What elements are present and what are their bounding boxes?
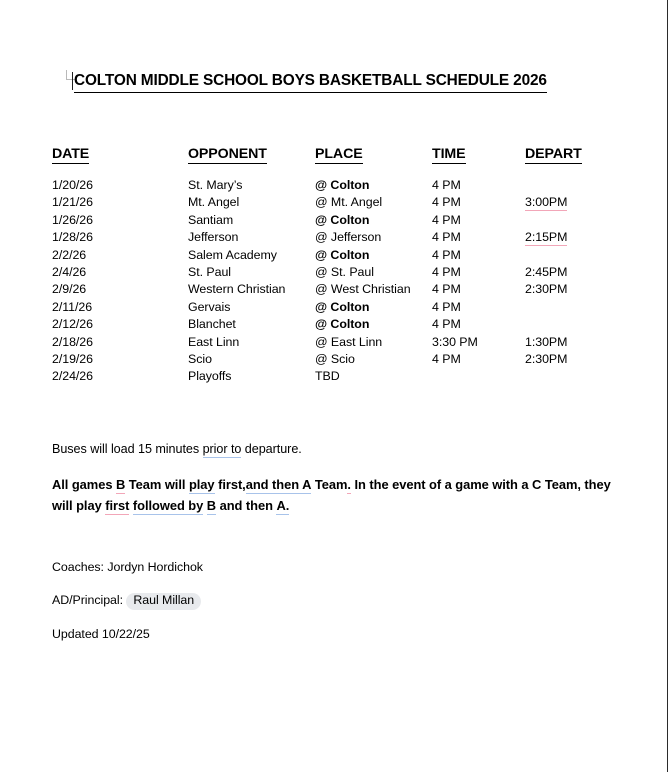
- schedule-table-body: [52, 177, 617, 386]
- note-buses-part2: departure.: [241, 442, 302, 456]
- cell-date: 2/2/26: [52, 247, 87, 262]
- note-buses: [52, 441, 302, 458]
- cell-date: 2/4/26: [52, 265, 87, 280]
- schedule-table: [52, 146, 617, 386]
- cell-depart: 2:45PM: [525, 265, 568, 280]
- table-row: [52, 212, 617, 229]
- spell-flag-period: .: [347, 477, 351, 492]
- footer-block: [52, 559, 203, 643]
- schedule-table-header: [52, 146, 617, 177]
- footer-ad-label: AD/Principal:: [52, 593, 123, 607]
- cell-opponent: Salem Academy: [188, 247, 277, 262]
- cell-place: @ Colton: [315, 299, 370, 314]
- cell-place: @ Jefferson: [315, 230, 382, 245]
- cell-place: @ Colton: [315, 317, 370, 332]
- cell-time: 4 PM: [432, 247, 461, 262]
- cell-opponent: Western Christian: [188, 282, 286, 297]
- cell-place: @ Scio: [315, 352, 355, 367]
- cell-place: @ Colton: [315, 247, 370, 262]
- cell-time: 4 PM: [432, 195, 461, 210]
- cell-place: @ West Christian: [315, 282, 411, 297]
- cell-time: 4 PM: [432, 282, 461, 297]
- cell-place: @ Colton: [315, 178, 370, 192]
- cell-place: @ East Linn: [315, 334, 383, 349]
- cell-date: 1/26/26: [52, 212, 93, 227]
- cell-place: TBD: [315, 369, 340, 384]
- note-teams-t5: In the event of a game with a C Team, they will play: [52, 477, 611, 513]
- cell-opponent: East Linn: [188, 334, 240, 349]
- cell-date: 2/24/26: [52, 369, 93, 384]
- cell-opponent: Santiam: [188, 212, 234, 227]
- column-header-opponent: OPPONENT: [188, 146, 315, 177]
- cell-depart: 1:30PM: [525, 334, 568, 349]
- cell-opponent: Blanchet: [188, 317, 236, 332]
- footer-coaches: Coaches: Jordyn Hordichok: [52, 560, 203, 574]
- spell-flag-depart-time: 3:00PM: [525, 195, 568, 210]
- cell-depart: [525, 247, 617, 264]
- cell-depart: [525, 212, 617, 229]
- grammar-flag-and-then-a: and then A: [245, 477, 312, 492]
- grammar-flag-play: play: [188, 477, 215, 492]
- table-row: [52, 368, 617, 385]
- cell-depart: [525, 299, 617, 316]
- cell-depart: [525, 177, 617, 194]
- cell-time: [432, 368, 525, 385]
- note-teams-t3: first,: [214, 477, 246, 492]
- smart-chip-raul-millan[interactable]: Raul Millan: [126, 593, 201, 610]
- note-teams-t4: Team: [311, 477, 348, 492]
- column-header-place: PLACE: [315, 146, 432, 177]
- table-row: [52, 316, 617, 333]
- page-title: COLTON MIDDLE SCHOOL BOYS BASKETBALL SCHEDULE 2026: [74, 71, 547, 93]
- cell-time: 4 PM: [432, 352, 461, 367]
- cell-opponent: Scio: [188, 352, 212, 367]
- cell-place: @ Colton: [315, 212, 370, 227]
- cell-date: 2/18/26: [52, 334, 93, 349]
- note-teams-t8: and then: [216, 498, 277, 513]
- cell-depart: [525, 368, 617, 385]
- column-header-depart: DEPART: [525, 146, 617, 177]
- grammar-flag-a2: A.: [276, 498, 290, 513]
- spell-flag-b: B: [115, 477, 126, 492]
- cell-place: @ St. Paul: [315, 265, 374, 280]
- cell-opponent: Playoffs: [188, 369, 232, 384]
- table-row: [52, 177, 617, 194]
- grammar-flag-b2: B: [206, 498, 217, 513]
- cell-opponent: Gervais: [188, 299, 231, 314]
- page-edge-divider: [667, 0, 668, 772]
- cell-date: 2/11/26: [52, 299, 93, 314]
- table-row: [52, 229, 617, 246]
- cell-time: 4 PM: [432, 212, 461, 227]
- cell-time: 4 PM: [432, 265, 461, 280]
- column-header-time: TIME: [432, 146, 525, 177]
- cell-date: 1/20/26: [52, 178, 93, 192]
- note-team-order: [52, 474, 625, 516]
- cell-depart: [525, 194, 617, 211]
- cell-depart: 2:30PM: [525, 282, 568, 297]
- cell-time: 4 PM: [432, 178, 461, 192]
- title-block: [74, 71, 614, 93]
- cell-date: 2/9/26: [52, 282, 87, 297]
- cell-time: 4 PM: [432, 299, 461, 314]
- cell-opponent: St. Mary’s: [188, 178, 243, 192]
- cell-time: 4 PM: [432, 230, 461, 245]
- table-row: [52, 247, 617, 264]
- cell-time: 4 PM: [432, 317, 461, 332]
- cell-opponent: St. Paul: [188, 265, 231, 280]
- cell-place: @ Mt. Angel: [315, 195, 383, 210]
- cell-opponent: Jefferson: [188, 230, 239, 245]
- cell-depart: [525, 316, 617, 333]
- footer-updated: Updated 10/22/25: [52, 626, 150, 641]
- cell-depart: 2:30PM: [525, 352, 568, 367]
- spell-flag-first: first: [105, 498, 130, 513]
- table-row: [52, 264, 617, 281]
- cell-opponent: Mt. Angel: [188, 195, 240, 210]
- text-caret: [72, 72, 73, 90]
- table-row: [52, 281, 617, 298]
- table-row: [52, 299, 617, 316]
- table-row: [52, 334, 617, 351]
- note-teams-t1: All games: [52, 477, 116, 492]
- cell-time: 3:30 PM: [432, 334, 478, 349]
- table-row: [52, 351, 617, 368]
- cell-depart: [525, 229, 617, 246]
- grammar-flag-prior-to: prior to: [202, 442, 242, 456]
- cell-date: 1/28/26: [52, 230, 93, 245]
- column-header-date: DATE: [52, 146, 188, 177]
- footer-ad-principal: [52, 592, 203, 610]
- spell-flag-depart-time: 2:15PM: [525, 230, 568, 245]
- cell-date: 2/12/26: [52, 317, 93, 332]
- note-buses-part1: Buses will load 15 minutes: [52, 442, 203, 456]
- table-header-row: [52, 146, 617, 177]
- cell-date: 1/21/26: [52, 195, 93, 210]
- note-teams-t2: Team will: [125, 477, 189, 492]
- grammar-flag-followed-by: followed by: [132, 498, 204, 513]
- table-row: [52, 194, 617, 211]
- cell-date: 2/19/26: [52, 352, 93, 367]
